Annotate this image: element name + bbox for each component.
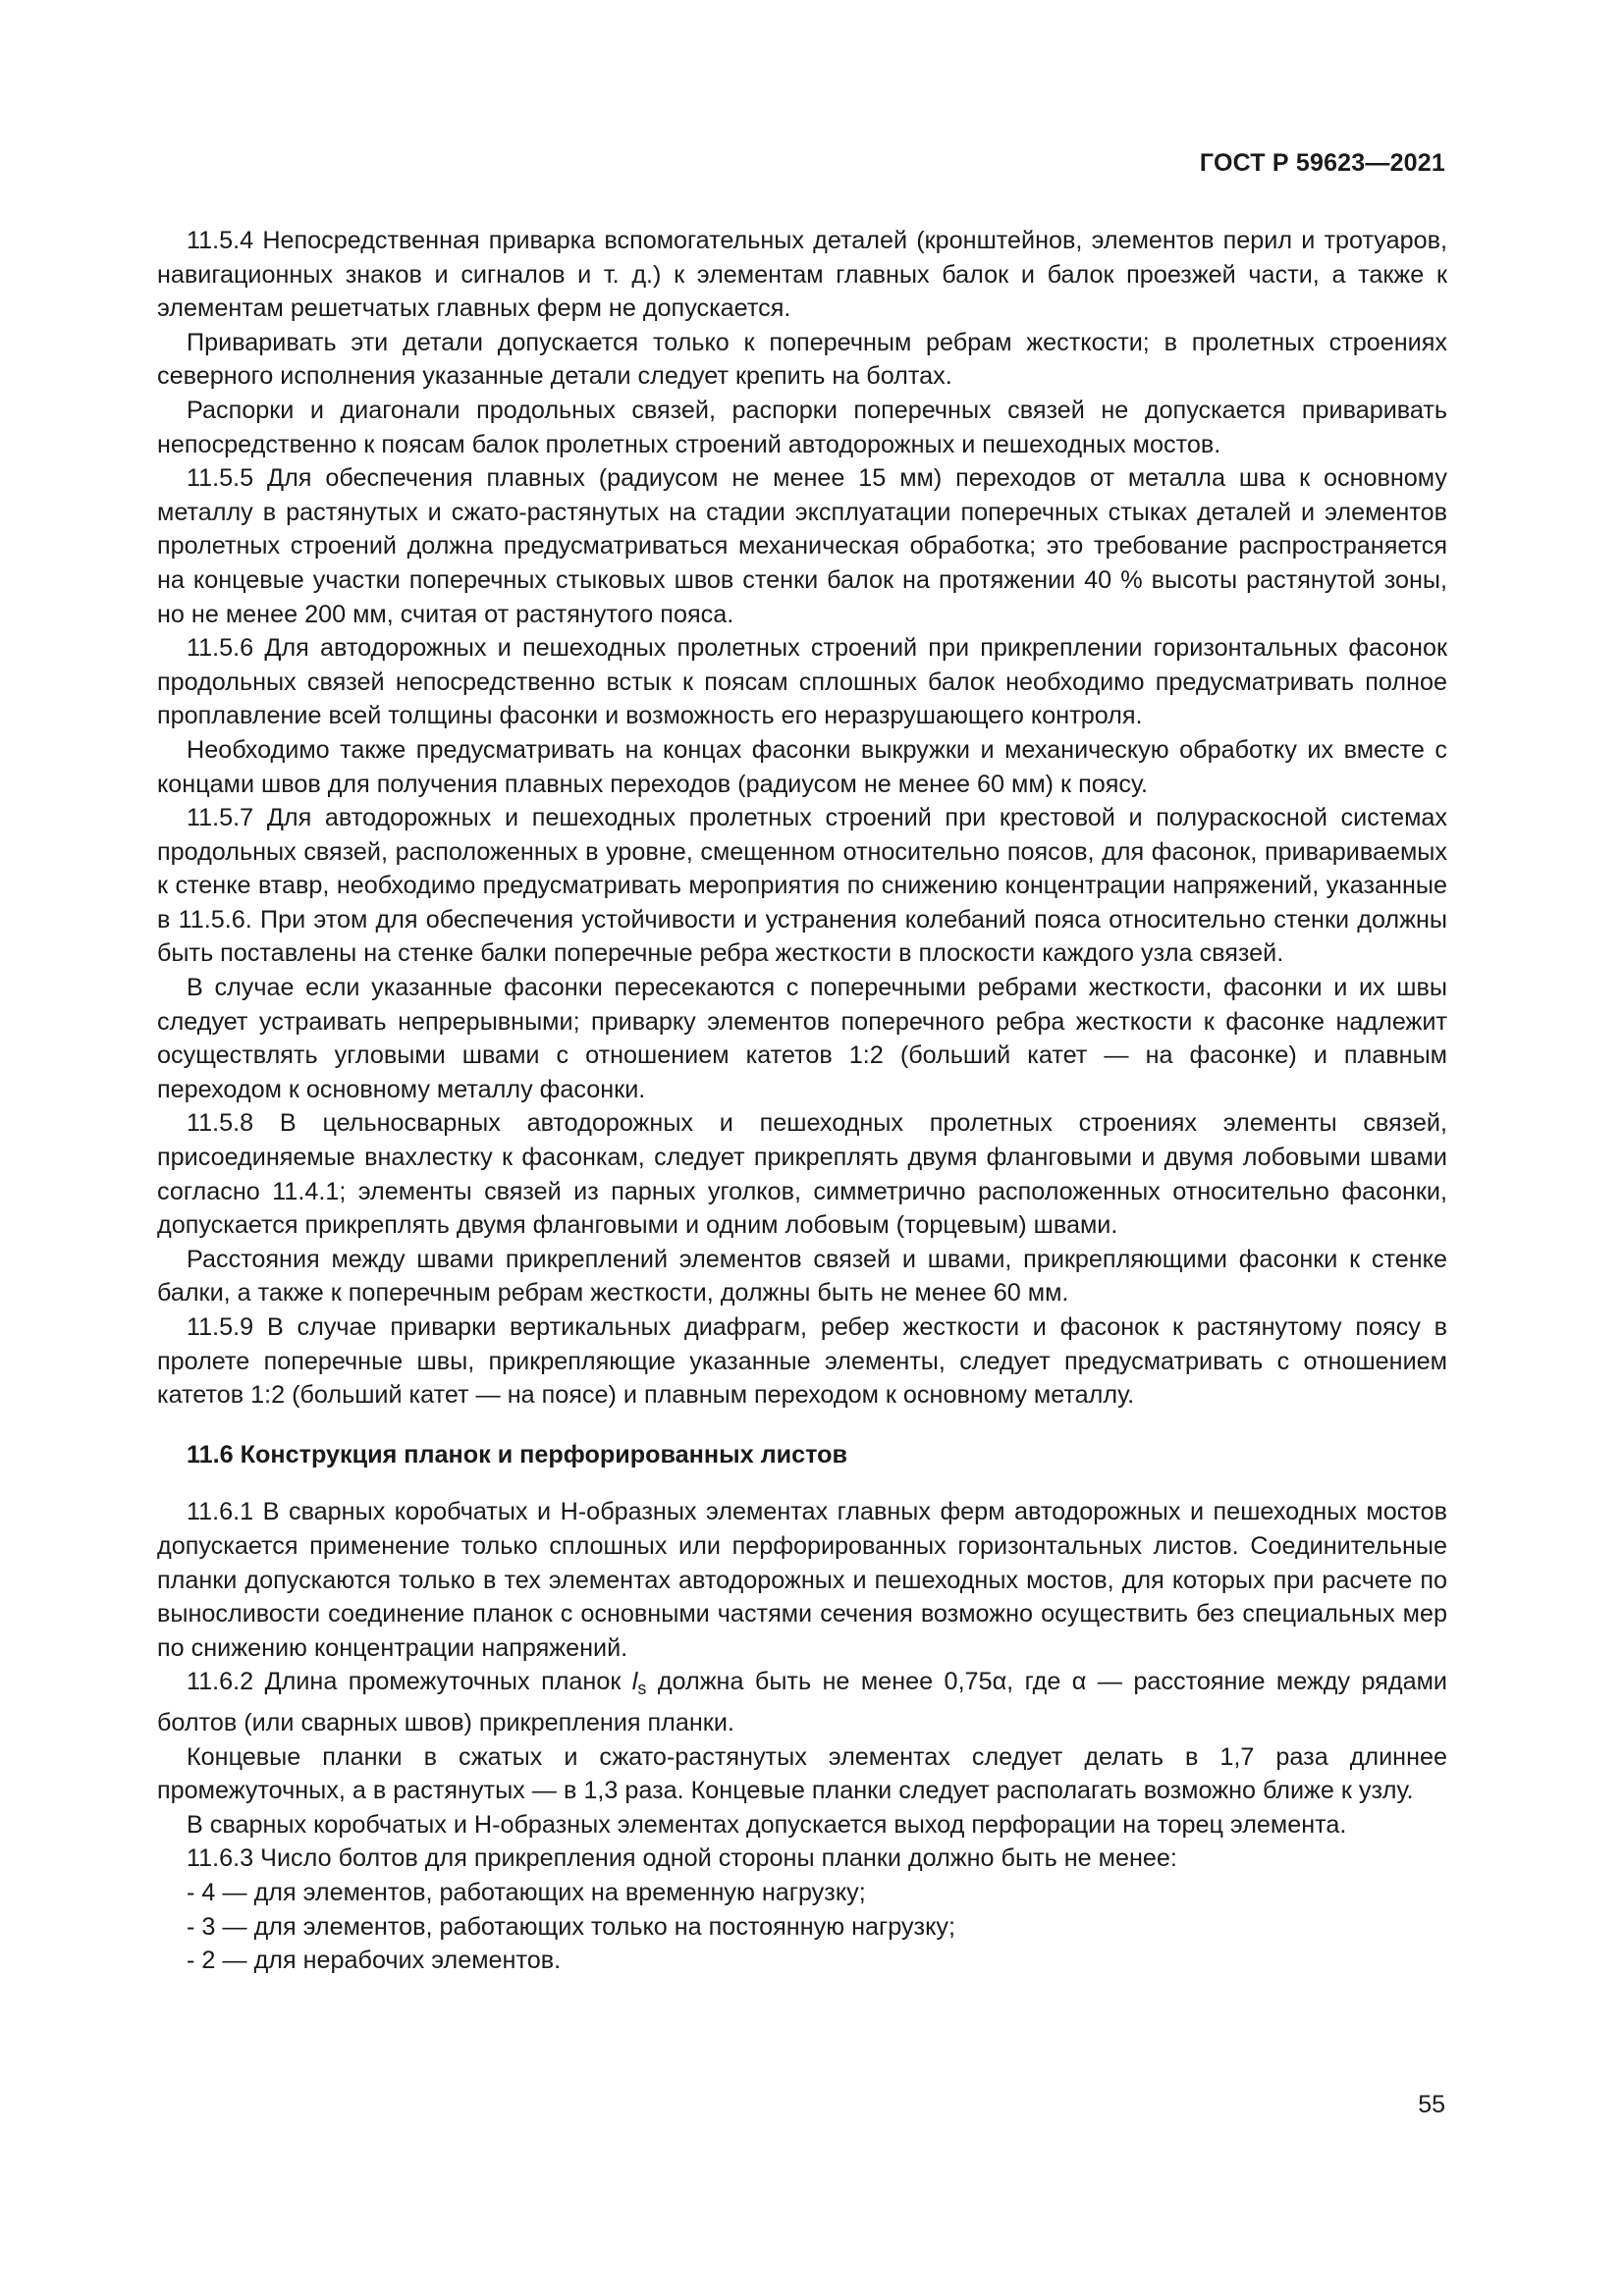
length-symbol: l [631,1668,638,1696]
length-subscript: s [637,1679,647,1699]
paragraph: В случае если указанные фасонки пересекаются с поперечными ребрами жесткости, фасонки и их швы следует устраивать непрерывными; приварку элементов поперечного ребра жесткости к фасонке надлежит осуществлять угловыми швами с отношением катетов 1:2 (больший катет — на фасонке) и плавным переходом к основному металлу фасонки. [157,974,1447,1103]
paragraph-11-6-2 [157,1665,1447,1739]
paragraph: Концевые планки в сжатых и сжато-растянутых элементах следует делать в 1,7 раза длиннее промежуточных, а в растянутых — в 1,3 раза. Концевые планки следует располагать возможно ближе к узлу. [157,1742,1447,1805]
list-item: - 2 — для нерабочих элементов. [187,1947,562,1975]
bolt-count-list [157,1876,1447,1978]
list-item: - 3 — для элементов, работающих только на постоянную нагрузку; [187,1912,955,1941]
paragraph-text: 11.6.2 Длина промежуточных планок [187,1668,632,1696]
paragraph: Расстояния между швами прикреплений элементов связей и швами, прикрепляющими фасонки к стенке балки, а также к поперечным ребрам жесткости, должны быть не менее 60 мм. [157,1245,1447,1308]
paragraph-11-5-6: 11.5.6 Для автодорожных и пешеходных пролетных строений при прикреплении горизонтальных фасонок продольных связей непосредственно встык к поясам сплошных балок необходимо предусматривать полное проплавление всей толщины фасонки и возможность его неразрушающего контроля. [157,634,1447,730]
paragraph-11-5-7: 11.5.7 Для автодорожных и пешеходных пролетных строений при крестовой и полураскосной системах продольных связей, расположенных в уровне, смещенном относительно поясов, для фасонок, привариваемых к стенке втавр, необходимо предусматривать мероприятия по снижению концентрации напряжений, указанные в 11.5.6. При этом для обеспечения устойчивости и устранения колебаний пояса относительно стенки должны быть поставлены на стенке балки поперечные ребра жесткости в плоскости каждого узла связей. [157,804,1447,968]
page-number: 55 [1418,2091,1445,2118]
paragraph-11-5-4: 11.5.4 Непосредственная приварка вспомогательных деталей (кронштейнов, элементов перил и тротуаров, навигационных знаков и сигналов и т. д.) к элементам главных балок и балок проезжей части, а также к элементам решетчатых главных ферм не допускается. [157,227,1447,323]
paragraph-text: должна быть не менее 0,75α, где α — расстояние между рядами болтов (или сварных швов) прикрепления планки. [157,1668,1447,1736]
paragraph-11-6-1: 11.6.1 В сварных коробчатых и Н-образных элементах главных ферм автодорожных и пешеходных мостов допускается применение только сплошных или перфорированных горизонтальных листов. Соединительные планки допускаются только в тех элементах автодорожных и пешеходных мостов, для которых при расчете по выносливости соединение планок с основными частями сечения возможно осуществить без специальных мер по снижению концентрации напряжений. [157,1498,1447,1662]
paragraph-11-5-9: 11.5.9 В случае приварки вертикальных диафрагм, ребер жесткости и фасонок к растянутому поясу в пролете поперечные швы, прикрепляющие указанные элементы, следует предусматривать с отношением катетов 1:2 (больший катет — на поясе) и плавным переходом к основному металлу. [157,1313,1447,1410]
paragraph: Необходимо также предусматривать на концах фасонки выкружки и механическую обработку их вместе с концами швов для получения плавных переходов (радиусом не менее 60 мм) к поясу. [157,735,1447,798]
section-heading-11-6: 11.6 Конструкция планок и перфорированных листов [187,1440,847,1468]
paragraph: В сварных коробчатых и Н-образных элементах допускается выход перфорации на торец элемента. [187,1810,1347,1839]
paragraph-11-5-8: 11.5.8 В цельносварных автодорожных и пешеходных пролетных строениях элементы связей, присоединяемые внахлестку к фасонкам, следует прикреплять двумя фланговыми и двумя лобовыми швами согласно 11.4.1; элементы связей из парных уголков, симметрично расположенных относительно фасонки, допускается прикреплять двумя фланговыми и одним лобовым (торцевым) швами. [157,1109,1447,1240]
paragraph: Распорки и диагонали продольных связей, распорки поперечных связей не допускается приваривать непосредственно к поясам балок пролетных строений автодорожных и пешеходных мостов. [157,396,1447,458]
paragraph-11-5-5: 11.5.5 Для обеспечения плавных (радиусом не менее 15 мм) переходов от металла шва к основному металлу в растянутых и сжато-растянутых на стадии эксплуатации поперечных стыках деталей и элементов пролетных строений должна предусматриваться механическая обработка; это требование распространяется на концевые участки поперечных стыковых швов стенки балок на протяжении 40 % высоты растянутой зоны, но не менее 200 мм, считая от растянутого пояса. [157,464,1447,628]
document-standard-header: ГОСТ Р 59623—2021 [1199,149,1445,177]
list-item: - 4 — для элементов, работающих на временную нагрузку; [187,1878,866,1906]
page-content [157,224,1447,1978]
paragraph: Приваривать эти детали допускается только к поперечным ребрам жесткости; в пролетных строениях северного исполнения указанные детали следует крепить на болтах. [157,328,1447,391]
paragraph-11-6-3: 11.6.3 Число болтов для прикрепления одной стороны планки должно быть не менее: [187,1844,1177,1873]
